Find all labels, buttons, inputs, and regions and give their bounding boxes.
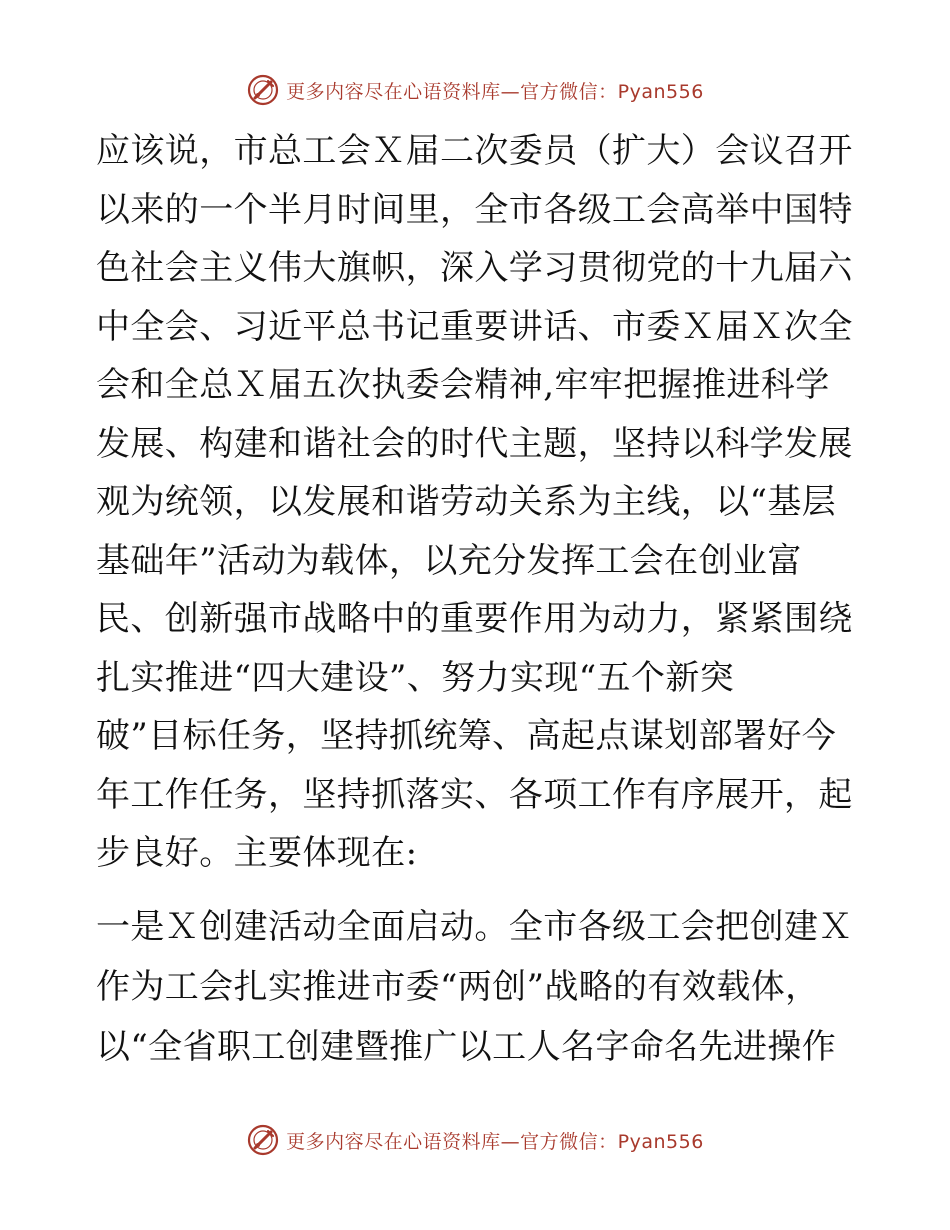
- text-line: 发展、构建和谐社会的时代主题，坚持以科学发展: [96, 423, 853, 464]
- text-line: 作为工会扎实推进市委“两创”战略的有效载体，: [96, 966, 820, 1007]
- text-line: 一是Ｘ创建活动全面启动。全市各级工会把创建Ｘ: [96, 906, 853, 947]
- text-line: 基础年”活动为载体，以充分发挥工会在创业富: [96, 540, 802, 581]
- text-line: 会和全总Ｘ届五次执委会精神,牢牢把握推进科学: [96, 365, 830, 405]
- footer-banner: [0, 1120, 950, 1160]
- stamp-logo-icon: [246, 1123, 280, 1157]
- text-line: 步良好。主要体现在:: [96, 833, 418, 873]
- header-banner: [0, 70, 950, 110]
- text-line: 民、创新强市战略中的重要作用为动力，紧紧围绕: [96, 599, 853, 639]
- text-line: 应该说，市总工会Ｘ届二次委员（扩大）会议召开: [96, 131, 853, 171]
- paragraph-1: [96, 122, 856, 883]
- document-body: [96, 122, 856, 1077]
- paragraph-spacer: [96, 883, 856, 897]
- paragraph-2: [96, 897, 856, 1077]
- text-line: 色社会主义伟大旗帜，深入学习贯彻党的十九届六: [96, 248, 853, 288]
- text-line: 年工作任务，坚持抓落实、各项工作有序展开，起: [96, 774, 853, 815]
- text-line: 以“全省职工创建暨推广以工人名字命名先进操作: [96, 1026, 837, 1067]
- text-line: 破”目标任务，坚持抓统筹、高起点谋划部署好今: [96, 716, 837, 756]
- text-line: 中全会、习近平总书记重要讲话、市委Ｘ届Ｘ次全: [96, 306, 853, 347]
- header-banner-text: 更多内容尽在心语资料库—官方微信：Pyan556: [286, 80, 704, 103]
- text-line: 以来的一个半月时间里，全市各级工会高举中国特: [96, 189, 853, 230]
- text-line: 扎实推进“四大建设”、努力实现“五个新突: [96, 657, 735, 698]
- stamp-logo-icon: [246, 73, 280, 107]
- footer-banner-text: 更多内容尽在心语资料库—官方微信：Pyan556: [286, 1130, 704, 1153]
- text-line: 观为统领，以发展和谐劳动关系为主线，以“基层: [96, 482, 837, 522]
